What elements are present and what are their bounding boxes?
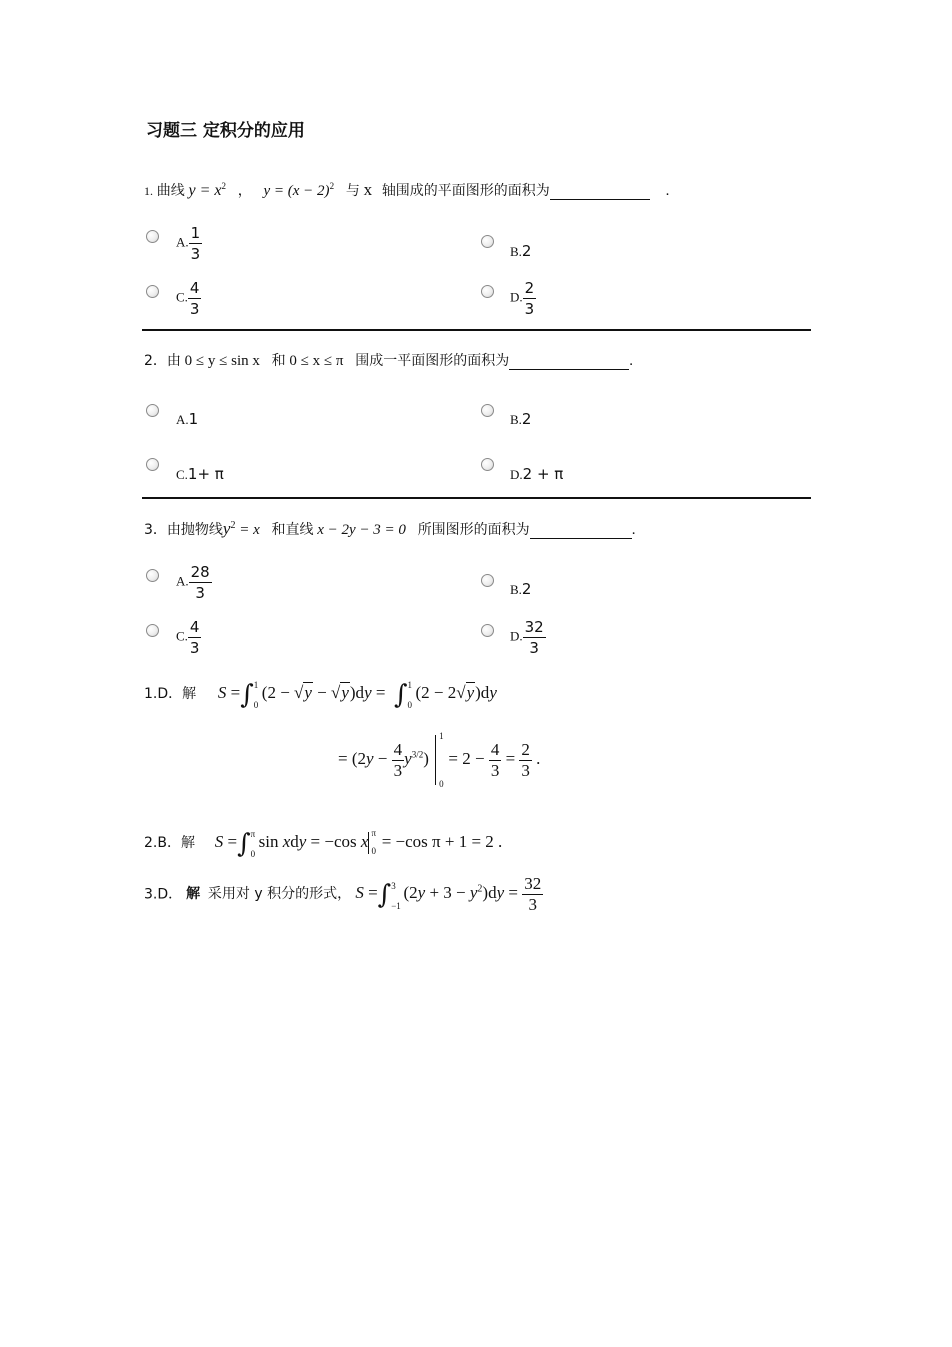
solution-1 [144, 680, 497, 710]
option-label: A. [176, 573, 189, 589]
question-2-tail: 围成一平面图形的面积为 [355, 353, 510, 369]
question-3: 3．由抛物线$y^2 = x$ 和直线 x − 2y − 3 = 0 所围图形的面积为 . [144, 519, 636, 538]
option-q1-a[interactable] [176, 223, 202, 264]
option-label: B. [510, 582, 522, 597]
solution-3 [144, 874, 543, 915]
divider-2 [142, 497, 811, 499]
fraction-denominator: 3 [190, 245, 201, 263]
question-1-tail: 轴围成的平面图形的面积为 [381, 183, 550, 199]
radio-q1-b[interactable] [481, 235, 494, 248]
option-value: 2 [521, 242, 532, 260]
option-value: 1+ π [187, 465, 224, 483]
fraction-numerator: 28 [190, 563, 210, 581]
fraction-numerator: 2 [524, 279, 535, 297]
question-3-eq2: x − 2y − 3 = 0 [317, 522, 406, 538]
option-q1-d[interactable] [510, 278, 536, 319]
fraction-numerator: 4 [189, 279, 200, 297]
question-2-cond1: 0 ≤ y ≤ sin x [184, 353, 260, 369]
solution-2 [144, 829, 502, 859]
option-q1-b[interactable] [510, 242, 531, 261]
question-1-var: x [363, 180, 373, 199]
radio-q3-c[interactable] [146, 624, 159, 637]
option-q2-a[interactable] [176, 410, 198, 429]
solution-1-line-2: = (2y − $\frac{4}{3}$ $y^{3/2}$) 1 0 = 2 − $\frac{4}{3}$ = $\frac{2}{3}$ . [338, 731, 541, 789]
option-q3-c[interactable] [176, 617, 201, 658]
question-1-end: . [665, 183, 670, 199]
option-q3-d[interactable] [510, 617, 546, 658]
radio-q2-b[interactable] [481, 404, 494, 417]
fraction-denominator: 3 [189, 639, 200, 657]
question-1-mid: 与 [345, 183, 360, 199]
question-3-answer-blank[interactable] [530, 524, 632, 539]
option-q2-d[interactable] [510, 465, 563, 484]
question-2-end: . [629, 353, 633, 369]
solution-3-bold: 解 [186, 886, 201, 903]
option-value: 2 + π [522, 465, 564, 483]
question-3-mid: 和直线 [271, 522, 314, 538]
question-3-eq1b: = x [235, 522, 260, 538]
fraction-denominator: 3 [529, 639, 539, 657]
fraction-numerator: 32 [524, 618, 544, 636]
radio-q1-a[interactable] [146, 230, 159, 243]
question-3-number: 3．由抛物线 [144, 522, 223, 538]
question-1-number: 1. [144, 184, 153, 198]
solution-3-head: 3.D． [144, 886, 183, 903]
option-q3-a[interactable] [176, 562, 212, 603]
radio-q3-d[interactable] [481, 624, 494, 637]
fraction-denominator: 3 [189, 300, 200, 318]
fraction-numerator: 1 [190, 224, 201, 242]
radio-q1-d[interactable] [481, 285, 494, 298]
option-value: 1 [188, 410, 199, 428]
question-2 [144, 350, 633, 370]
option-q1-c[interactable] [176, 278, 201, 319]
question-1-eq1: y = x [188, 182, 222, 199]
option-label: D. [510, 467, 523, 482]
option-value: 2 [521, 410, 532, 428]
solution-2-head: 2.B．解 [144, 835, 195, 851]
solution-2-formula: S =∫ π 0 sin xdy = −cos x π 0 = −cos π + 1 = 2 . [214, 828, 503, 860]
question-1: 1. 曲线 $y = x^2$ ， $y = (x - 2)^2$ 与 x 轴围成的平面图形的面积为 . [144, 180, 670, 199]
divider-1 [142, 329, 811, 331]
solution-3-formula: S =∫ 3 −1 $(2y + 3 - y^2)dy$ = $\frac{32}{3}$ [355, 874, 542, 914]
solution-1-formula: S =∫ 1 0 (2 − √y − √y)dy = ∫ 1 0 (2 − 2√y)dy [217, 680, 497, 711]
radio-q3-a[interactable] [146, 569, 159, 582]
question-2-and: 和 [271, 353, 286, 369]
solution-3-text: 采用对 y 积分的形式， [207, 886, 352, 903]
option-q2-b[interactable] [510, 410, 531, 429]
question-2-answer-blank[interactable] [509, 355, 629, 370]
fraction-denominator: 3 [195, 584, 205, 602]
solution-1-head: 1.D．解 [144, 686, 197, 702]
option-label: A. [176, 234, 189, 250]
radio-q1-c[interactable] [146, 285, 159, 298]
option-value: 2 [521, 580, 532, 598]
option-q3-b[interactable] [510, 580, 531, 599]
question-1-sep: ， [237, 183, 252, 199]
question-3-eq1: y [222, 519, 231, 538]
radio-q2-a[interactable] [146, 404, 159, 417]
option-q2-c[interactable] [176, 465, 224, 484]
option-label: C. [176, 467, 188, 482]
option-label: D. [510, 289, 523, 305]
option-label: B. [510, 412, 522, 427]
question-1-eq2: y = (x − 2) [263, 183, 330, 199]
fraction-numerator: 4 [189, 618, 200, 636]
question-1-lead: 曲线 [156, 183, 185, 199]
option-label: D. [510, 628, 523, 644]
option-label: A. [176, 412, 189, 427]
question-3-tail: 所围图形的面积为 [417, 522, 530, 538]
radio-q3-b[interactable] [481, 574, 494, 587]
fraction-denominator: 3 [524, 300, 535, 318]
radio-q2-c[interactable] [146, 458, 159, 471]
option-label: B. [510, 244, 522, 259]
option-label: C. [176, 289, 188, 305]
question-1-answer-blank[interactable] [550, 185, 650, 200]
radio-q2-d[interactable] [481, 458, 494, 471]
question-3-end: . [631, 522, 636, 538]
option-label: C. [176, 628, 188, 644]
page-title: 习题三 定积分的应用 [146, 121, 305, 141]
question-2-number: 2．由 [144, 353, 181, 369]
question-2-cond2: 0 ≤ x ≤ π [289, 353, 344, 369]
